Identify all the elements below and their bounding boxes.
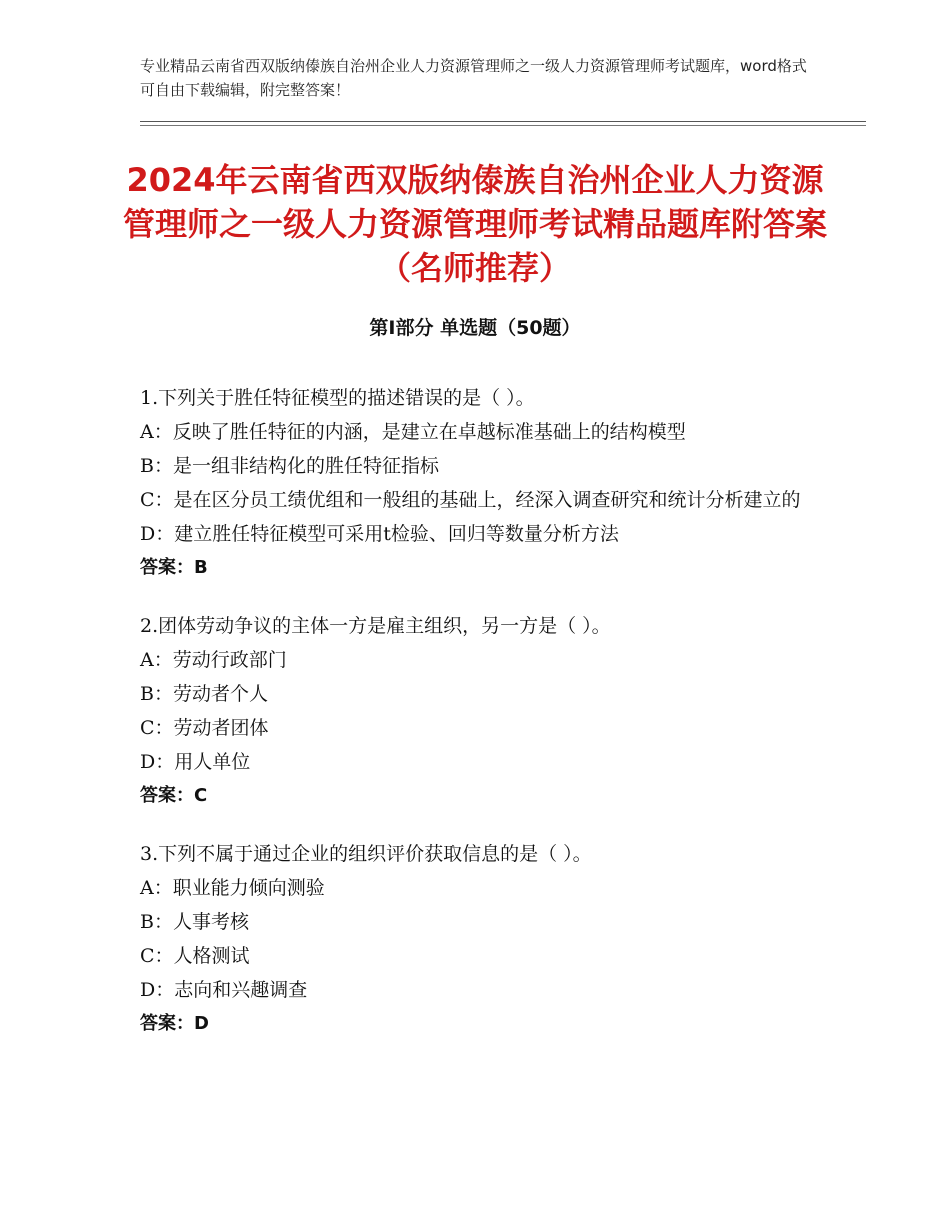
question-1 xyxy=(140,381,820,585)
answer: 答案：B xyxy=(140,557,208,578)
question-3 xyxy=(140,837,820,1041)
question-2 xyxy=(140,609,820,813)
question-list xyxy=(140,381,820,1065)
section-title: 第Ⅰ部分 单选题（50题） xyxy=(369,317,581,339)
option-c: C：是在区分员工绩优组和一般组的基础上，经深入调查研究和统计分析建立的 xyxy=(140,489,801,511)
option-c: C：劳动者团体 xyxy=(140,717,269,739)
option-a: A：反映了胜任特征的内涵，是建立在卓越标准基础上的结构模型 xyxy=(140,421,686,443)
answer: 答案：C xyxy=(140,785,208,806)
option-a: A：职业能力倾向测验 xyxy=(140,877,325,899)
option-d: D：志向和兴趣调查 xyxy=(140,979,308,1001)
question-stem: 2.团体劳动争议的主体一方是雇主组织，另一方是（ ）。 xyxy=(140,615,611,637)
header-divider xyxy=(140,121,866,122)
answer: 答案：D xyxy=(140,1013,209,1034)
option-b: B：是一组非结构化的胜任特征指标 xyxy=(140,455,439,477)
header-note: 专业精品云南省西双版纳傣族自治州企业人力资源管理师之一级人力资源管理师考试题库，word格式可自由下载编辑，附完整答案！ xyxy=(140,57,807,99)
option-a: A：劳动行政部门 xyxy=(140,649,287,671)
header-divider-secondary xyxy=(140,125,866,126)
question-stem: 1.下列关于胜任特征模型的描述错误的是（ ）。 xyxy=(140,387,535,409)
option-b: B：劳动者个人 xyxy=(140,683,268,705)
option-b: B：人事考核 xyxy=(140,911,249,933)
option-d: D：建立胜任特征模型可采用t检验、回归等数量分析方法 xyxy=(140,523,619,545)
document-title: 2024年云南省西双版纳傣族自治州企业人力资源管理师之一级人力资源管理师考试精品题库附答案（名师推荐） xyxy=(122,161,827,287)
question-stem: 3.下列不属于通过企业的组织评价获取信息的是（ ）。 xyxy=(140,843,592,865)
option-c: C：人格测试 xyxy=(140,945,250,967)
option-d: D：用人单位 xyxy=(140,751,251,773)
